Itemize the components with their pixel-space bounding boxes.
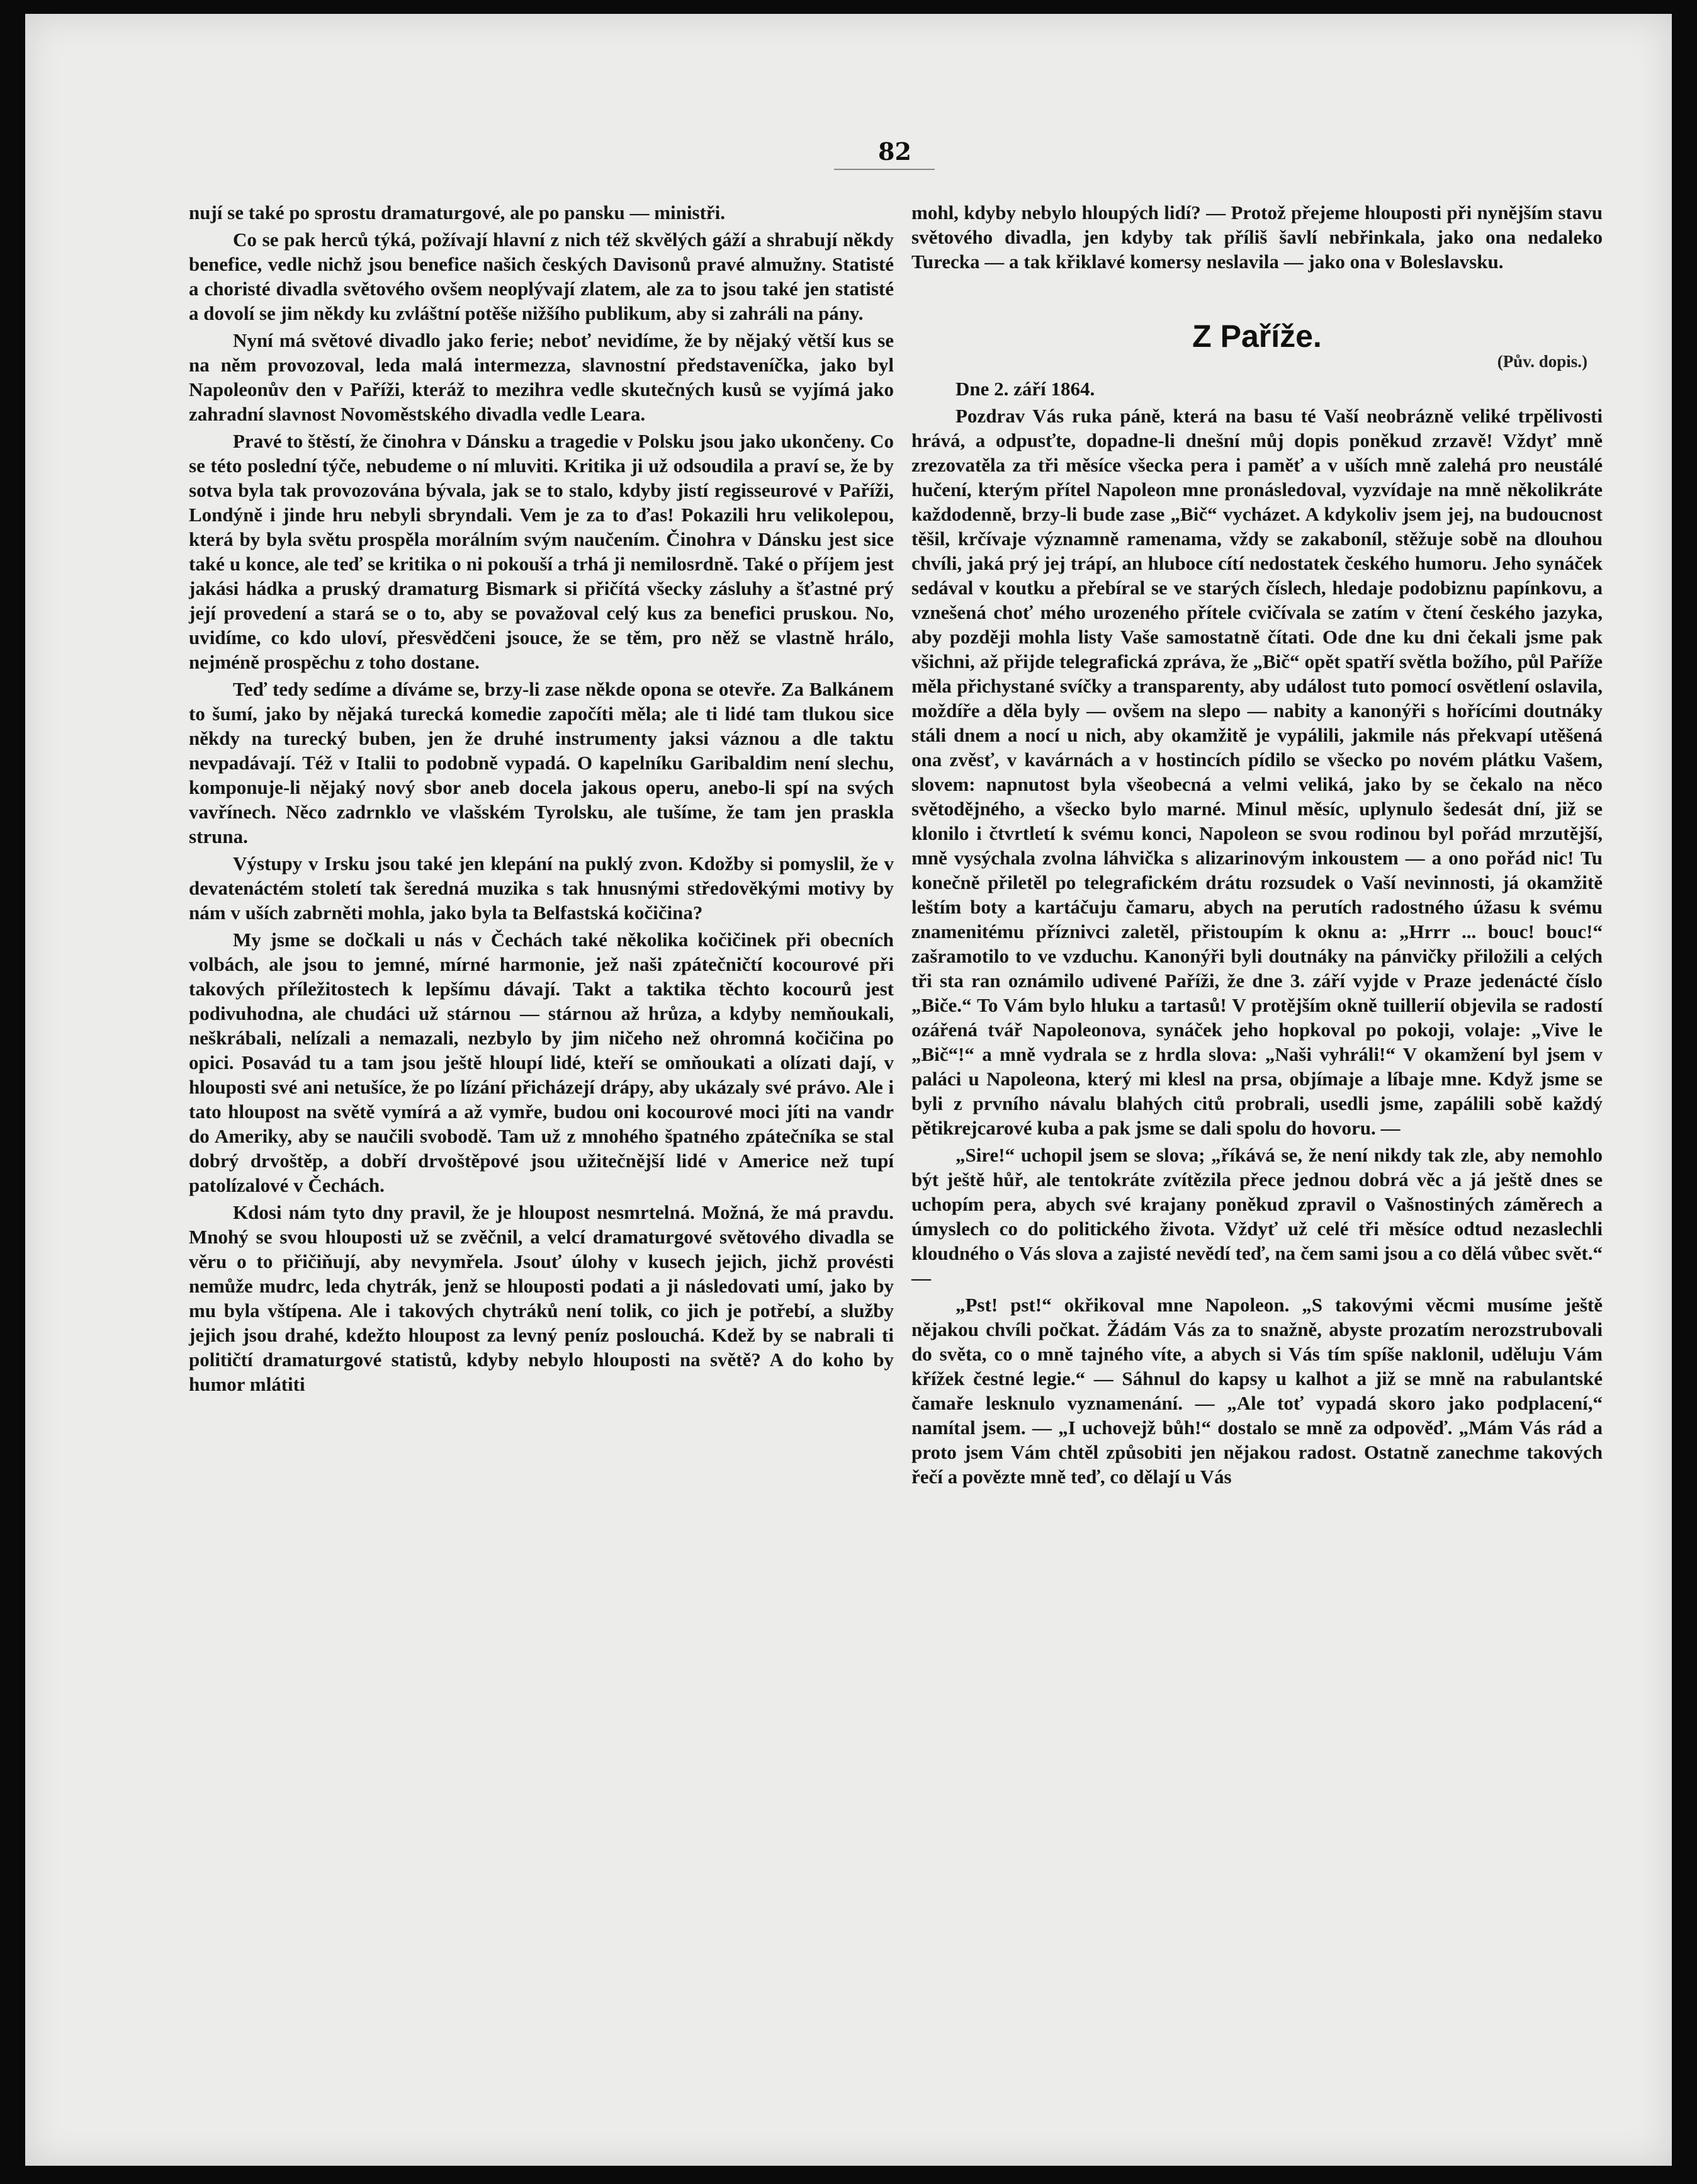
paragraph: Teď tedy sedíme a díváme se, brzy-li zase někde opona se otevře. Za Balkánem to šumí, jako by nějaká turecká komedie započíti měla; ale ti lidé tam tlukou sice někdy na turecký buben, jen že druhé instrumenty jaksi váznou a dle taktu nevpadávají. Též v Italii to podobně vypadá. O kapelníku Garibaldim není slechu, komponuje-li nějaký nový sbor aneb docela jakous operu, anebo-li spí na svých vavřínech. Něco zadrnklo ve vlašském Tyrolsku, ale tušíme, že tam jen praskla struna.	[189, 678, 894, 847]
right-column	[911, 200, 1603, 2127]
paragraph: „Sire!“ uchopil jsem se slova; „říkává se, že není nikdy tak zle, aby nemohlo být ještě hůř, ale tentokráte zvítězila přece jednou dobrá věc a já ještě dnes se uchopím pera, abych své krajany poněkud zpravil o Vašnostiných záměrech a úmyslech co do politického života. Vždyť už celé tři měsíce odtud nezaslechli kloudného o Vás slova a zajisté nevědí teď, na čem sami jsou a co dělá vůbec svět.“ —	[911, 1144, 1603, 1289]
paragraph: Pravé to štěstí, že činohra v Dánsku a tragedie v Polsku jsou jako ukončeny. Co se této poslední týče, nebudeme o ní mluviti. Kritika ji už odsoudila a praví se, že by sotva byla tak provozována bývala, jak se to stalo, kdyby jistí regisseurové v Paříži, Londýně i jinde hru nebyli sbryndali. Vem je za to ďas! Pokazili hru velikolepou, která by byla světu prospěla morálním svým naučením. Činohra v Dánsku jest sice také u konce, ale teď se kritika o ni pokouší a trhá ji nemilosrdně. Také o příjem jest jakási hádka a pruský dramaturg Bismark si přičítá všecky zásluhy a šťastné prý její provedení a stará se o to, aby se považoval celý kus za benefici pruskou. No, uvidíme, co kdo uloví, přesvědčeni jsouce, že se těm, pro něž se vlastně hrálo, nejméně prospěchu z toho dostane.	[189, 430, 894, 673]
paragraph: Výstupy v Irsku jsou také jen klepání na puklý zvon. Kdožby si pomyslil, že v devatenáctém století tak šeredná muzika s tak hnusnými středověkými motivy by nám v uších zabrněti mohla, jako byla ta Belfastská kočičina?	[189, 852, 894, 924]
paragraph: nují se také po sprostu dramaturgové, ale po pansku — ministři.	[189, 201, 726, 223]
page-sheet	[25, 14, 1672, 2166]
article-source: (Pův. dopis.)	[1497, 352, 1587, 371]
page-number: 82	[878, 137, 911, 166]
paragraph: My jsme se dočkali u nás v Čechách také několika kočičinek při obecních volbách, ale jsou to jemné, mírné harmonie, jež naši zpátečničtí kocourové při takových příležitostech k lepšímu dávají. Takt a taktika těchto kocourů jest podivuhodna, ale chudáci už stárnou — stárnou až hrůza, a kdyby nemňoukali, neškrábali, nelízali a nemazali, nezbylo by jim ničeho než ohromná kočičina po opici. Posavád tu a tam jsou ještě hloupí lidé, kteří se omňoukati a olízati dají, v hlouposti své ani netušíce, že po lízání přicházejí drápy, aby ukázaly své právo. Ale i tato hloupost na světě vymírá a až vymře, budou oni kocourové moci jíti na vandr do Ameriky, aby se naučili svobodě. Tam už z mnohého špatného zpátečníka se stal dobrý drvoštěp, a dobří drvoštěpové jsou užitečnější lidé v Americe než tupí patolízalové v Čechách.	[189, 929, 894, 1196]
paragraph: Pozdrav Vás ruka páně, která na basu té Vaší neobrázně veliké trpělivosti hrává, a odpusťte, dopadne-li dnešní můj dopis poněkud zrzavě! Vždyť mně zrezovatěla za tři měsíce všecka pera i paměť a v uších mně zalehá pro neustálé hučení, kterým přítel Napoleon mne pronásledoval, vyzvídaje na mně několikráte každodenně, brzy-li bude zase „Bič“ vycházet. A kdykoliv jsem jej, na budoucnost těšil, krčívaje významně ramenama, vždy se zakaboníl, stěžuje sobě na dlouhou chvíli, jaká prý jej trápí, an hluboce cítí nedostatek českého humoru. Jeho synáček sedával v koutku a přebíral se ve starých číslech, hledaje podobiznu papínkovu, a vznešená choť mého urozeného přítele cvičívala se zatím v čtení českého jazyka, aby později mohla listy Vaše samostatně čítati. Ode dne ku dni čekali jsme pak všichni, až přijde telegrafická zpráva, že „Bič“ opět spatří světla božího, půl Paříže měla přichystané svíčky a transparenty, aby událost tuto pomocí osvětlení oslavila, moždíře a děla byly — ovšem na slepo — nabity a kanonýři s hořícími doutnáky stáli dnem a nocí u nich, aby okamžitě je vypálili, jakmile nás překvapí utěšená ona zvěsť, v kavárnách a v hostincích pídilo se všecko po novém plátku Vašem, slovem: napnutost byla všeobecná a velmi veliká, jako by se čekalo na něco světodějného, a všecko bylo marné. Minul měsíc, uplynulo šedesát dní, již se klonilo i čtvrtletí k svému konci, Napoleon se svou rodinou byl pořád mrzutější, mně vysýchala zvolna láhvička s alizarinovým inkoustem — a ono pořád nic! Tu konečně přiletěl po telegrafickém drátu rozsudek o Vaší nevinnosti, já okamžitě leštím boty a kartáčuju čamaru, abych na perutích radostného úžasu k svému znamenitému příznivci zaletěl, přistoupím k oknu a: „Hrrr ... bouc! bouc!“ zašramotilo to ve vzduchu. Kanonýři byli doutnáky na pánvičky přiložili a celých tři sta ran oznámilo udivené Paříži, že dne 3. září vyjde v Praze jedenácté číslo „Biče.“ To Vám bylo hluku a tartasů! V protějším okně tuillerií objevila se radostí ozářená tvář Napoleonova, synáček jeho hopkoval po pokoji, volaje: „Vive le „Bič“!“ a mně vydrala se z hrdla slova: „Naši vyhráli!“ V okamžení byl jsem v paláci u Napoleona, který mi klesl na prsa, objímaje a líbaje mne. Když jsme se byli z prvního návalu blahých citů probrali, usedli jsme, zapálili sobě každý pětikrejcarové kuba a pak jsme se dali spolu do hovoru. —	[911, 405, 1603, 1139]
dateline: Dne 2. září 1864.	[956, 378, 1095, 400]
article-title: Z Paříže.	[1192, 319, 1322, 354]
paragraph: „Pst! pst!“ okřikoval mne Napoleon. „S takovými věcmi musíme ještě nějakou chvíli počkat. Žádám Vás za to snažně, abyste prozatím nerozstrubovali do světa, co o mně tajného víte, a abych si Vás tím spíše naklonil, uděluju Vám křížek čestné legie.“ — Sáhnul do kapsy u kalhot a již se mně na rabulantské čamaře lesknulo vyznamenání. — „Ale toť vypadá skoro jako podplacení,“ namítal jsem. — „I uchovejž bůh!“ dostalo se mně za odpověď. „Mám Vás rád a proto jsem Vám chtěl způsobiti jen nějakou radost. Ostatně zanechme takových řečí a povězte mně teď, co dělají u Vás	[911, 1294, 1603, 1488]
header-rule	[834, 169, 935, 170]
paragraph: Nyní má světové divadlo jako ferie; neboť nevidíme, že by nějaký větší kus se na něm provozoval, leda malá intermezza, slavnostní představeníčka, jako byl Napoleonův den v Paříži, kteráž to mezihra vedle skutečných kusů se vyjímá jako zahradní slavnost Novoměstského divadla vedle Leara.	[189, 329, 894, 425]
left-column	[189, 200, 894, 2127]
continuation-paragraph: mohl, kdyby nebylo hloupých lidí? — Protož přejeme hlouposti při nynějším stavu světového divadla, jen kdyby tak příliš šavlí nebřinkala, jako ona nedaleko Turecka — a tak křiklavé komersy neslavila — jako ona v Boleslavsku.	[911, 201, 1603, 273]
paragraph: Kdosi nám tyto dny pravil, že je hloupost nesmrtelná. Možná, že má pravdu. Mnohý se svou hlouposti už se zvěčnil, a velcí dramaturgové světového divadla se věru o to přičiňují, aby nevymřela. Jsouť úlohy v kusech jejich, jichž provésti nemůže mudrc, leda chytrák, jenž se hlouposti podati a ji následovati umí, jako by mu byla vštípena. Ale i takových chytráků není tolik, co jich je potřebí, a služby jejich jsou drahé, kdežto hloupost za levný peníz poslouchá. Kdež by se nabrali ti političtí dramaturgové statistů, kdyby nebylo hlouposti na světě? A do koho by humor mlátiti	[189, 1201, 894, 1395]
paragraph: Co se pak herců týká, požívají hlavní z nich též skvělých gáží a shrabují někdy benefice, vedle nichž jsou benefice našich českých Davisonů pravé almužny. Statisté a choristé divadla světového ovšem neoplývají zlatem, ale za to jsou také jen statisté a dovolí se jim někdy ku zvláštní potěše nižšího publikum, aby si zahráli na pány.	[189, 229, 894, 324]
